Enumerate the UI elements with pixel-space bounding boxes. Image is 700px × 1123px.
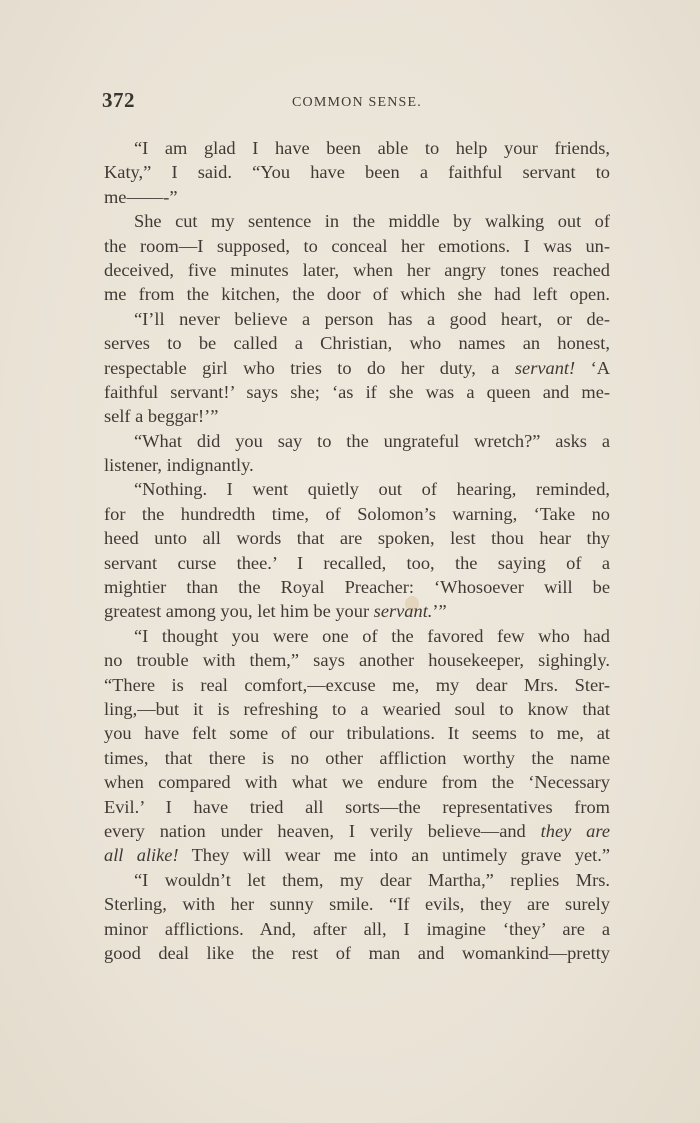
text-line bbox=[104, 404, 610, 428]
text-segment: She cut my sentence in the middle by walking out of bbox=[134, 211, 610, 232]
text-line bbox=[104, 795, 610, 819]
text-line bbox=[104, 843, 610, 867]
text-segment: self a beggar!’” bbox=[104, 406, 219, 427]
text-line bbox=[104, 673, 610, 697]
text-segment: “There is real comfort,—excuse me, my dear Mrs. Ster- bbox=[104, 674, 610, 695]
text-line bbox=[104, 429, 610, 453]
page-number: 372 bbox=[102, 88, 135, 112]
text-line bbox=[104, 526, 610, 550]
text-line bbox=[104, 282, 610, 306]
text-line bbox=[104, 234, 610, 258]
text-line bbox=[104, 258, 610, 282]
text-line bbox=[104, 648, 610, 672]
text-line bbox=[104, 380, 610, 404]
text-line bbox=[104, 624, 610, 648]
text-segment: me from the kitchen, the door of which she had left open. bbox=[104, 284, 610, 305]
text-segment: minor afflictions. And, after all, I imagine ‘they’ are a bbox=[104, 918, 610, 939]
text-segment: deceived, five minutes later, when her angry tones reached bbox=[104, 259, 610, 280]
text-line bbox=[104, 941, 610, 965]
text-line bbox=[104, 477, 610, 501]
text-line bbox=[104, 136, 610, 160]
page-body-text bbox=[104, 136, 610, 965]
text-line bbox=[104, 453, 610, 477]
text-segment: ’” bbox=[432, 601, 447, 622]
italic-text: all alike! bbox=[104, 845, 179, 866]
text-segment: every nation under heaven, I verily believe—and bbox=[104, 820, 541, 841]
text-segment: no trouble with them,” says another housekeeper, sighingly. bbox=[104, 650, 610, 671]
text-line bbox=[104, 331, 610, 355]
text-segment: “I thought you were one of the favored few who had bbox=[134, 625, 610, 646]
text-line bbox=[104, 551, 610, 575]
text-line bbox=[104, 356, 610, 380]
text-segment: “I wouldn’t let them, my dear Martha,” replies Mrs. bbox=[134, 869, 610, 890]
italic-text: servant. bbox=[373, 601, 433, 622]
italic-text: servant! bbox=[514, 357, 576, 378]
running-title: COMMON SENSE. bbox=[292, 95, 422, 110]
text-line bbox=[104, 502, 610, 526]
text-segment: Evil.’ I have tried all sorts—the representatives from bbox=[104, 796, 610, 817]
text-segment: greatest among you, let him be your bbox=[104, 601, 374, 622]
text-segment: when compared with what we endure from the ‘Necessary bbox=[104, 772, 610, 793]
text-segment: the room—I supposed, to conceal her emotions. I was un- bbox=[104, 235, 610, 256]
text-line bbox=[104, 209, 610, 233]
text-line bbox=[104, 868, 610, 892]
text-line bbox=[104, 160, 610, 184]
text-segment: listener, indignantly. bbox=[104, 455, 254, 476]
text-segment: “What did you say to the ungrateful wretch?” asks a bbox=[134, 430, 610, 451]
text-segment: “Nothing. I went quietly out of hearing, reminded, bbox=[134, 479, 610, 500]
text-line bbox=[104, 599, 610, 623]
text-segment: times, that there is no other affliction worthy the name bbox=[104, 747, 610, 768]
text-line bbox=[104, 892, 610, 916]
text-segment: for the hundredth time, of Solomon’s warning, ‘Take no bbox=[104, 503, 610, 524]
text-segment: me——-” bbox=[104, 186, 178, 207]
text-segment: respectable girl who tries to do her duty, a bbox=[104, 357, 515, 378]
text-line bbox=[104, 917, 610, 941]
text-segment: “I’ll never believe a person has a good heart, or de- bbox=[134, 308, 610, 329]
text-segment: “I am glad I have been able to help your friends, bbox=[134, 138, 610, 158]
text-segment: good deal like the rest of man and womankind—pretty bbox=[104, 942, 610, 963]
text-segment: Katy,” I said. “You have been a faithful servant to bbox=[104, 162, 610, 183]
text-segment: serves to be called a Christian, who names an honest, bbox=[104, 333, 610, 354]
text-segment: ling,—but it is refreshing to a wearied soul to know that bbox=[104, 698, 610, 719]
text-segment: ‘A bbox=[575, 357, 610, 378]
text-segment: faithful servant!’ says she; ‘as if she was a queen and me- bbox=[104, 381, 610, 402]
text-line bbox=[104, 770, 610, 794]
text-segment: heed unto all words that are spoken, lest thou hear thy bbox=[104, 528, 610, 549]
text-line bbox=[104, 721, 610, 745]
text-segment: servant curse thee.’ I recalled, too, the saying of a bbox=[104, 552, 610, 573]
text-segment: Sterling, with her sunny smile. “If evils, they are surely bbox=[104, 894, 610, 915]
text-line bbox=[104, 307, 610, 331]
text-line bbox=[104, 575, 610, 599]
text-line bbox=[104, 697, 610, 721]
italic-text: they are bbox=[540, 820, 610, 841]
text-segment: mightier than the Royal Preacher: ‘Whosoever will be bbox=[104, 577, 610, 598]
text-segment: They will wear me into an untimely grave yet.” bbox=[178, 845, 610, 866]
text-line bbox=[104, 819, 610, 843]
text-line bbox=[104, 185, 610, 209]
text-segment: you have felt some of our tribulations. It seems to me, at bbox=[104, 723, 610, 744]
text-line bbox=[104, 746, 610, 770]
